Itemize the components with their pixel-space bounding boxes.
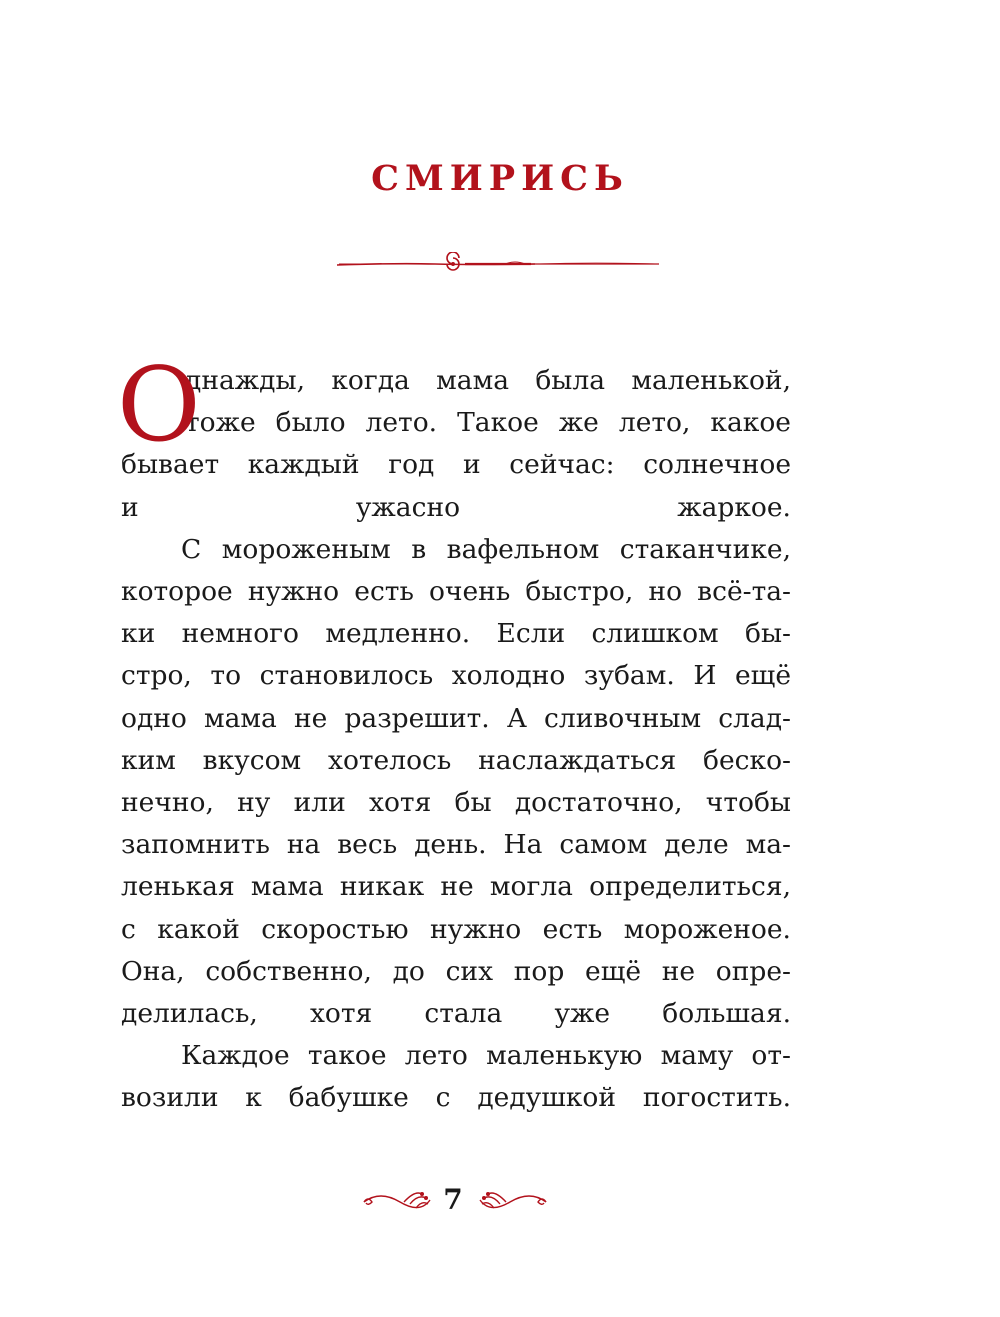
text-line: Каждое такое лето маленькую маму от- — [181, 1040, 791, 1072]
text-line: одно мама не разрешит. А сливочным слад- — [121, 702, 791, 734]
text-line: делилась, хотя стала уже большая. — [121, 998, 791, 1030]
title-divider-ornament — [335, 252, 661, 276]
paragraph-3 — [121, 1035, 791, 1119]
text-line: тоже было лето. Такое же лето, какое — [185, 407, 791, 439]
text-line: которое нужно есть очень быстро, но всё-та- — [121, 576, 791, 608]
text-line: стро, то становилось холодно зубам. И ещё — [121, 660, 791, 692]
text-line: С мороженым в вафельном стаканчике, — [181, 533, 791, 565]
text-line: ки немного медленно. Если слишком бы- — [121, 618, 791, 650]
text-line: нечно, ну или хотя бы достаточно, чтобы — [121, 787, 791, 819]
text-line: запомнить на весь день. На самом деле ма- — [121, 829, 791, 861]
paragraph-1 — [117, 346, 791, 529]
text-line: Она, собственно, до сих пор ещё не опре- — [121, 955, 791, 987]
text-line: ленькая мама никак не могла определиться, — [121, 871, 791, 903]
chapter-title: смирись — [371, 143, 629, 202]
body-text — [117, 346, 791, 1120]
text-line: днажды, когда мама была маленькой, — [185, 365, 791, 396]
text-line: возили к бабушке с дедушкой погостить. — [121, 1082, 791, 1114]
text-line: бывает каждый год и сейчас: солнечное — [121, 449, 791, 481]
paragraph-2 — [121, 529, 791, 1035]
text-line: с какой скоростью нужно есть мороженое. — [121, 913, 791, 945]
page-number: 7 — [443, 1183, 463, 1216]
drop-cap: О — [117, 346, 201, 465]
text-line: и ужасно жаркое. — [121, 491, 791, 523]
text-line: ким вкусом хотелось наслаждаться беско- — [121, 744, 791, 776]
